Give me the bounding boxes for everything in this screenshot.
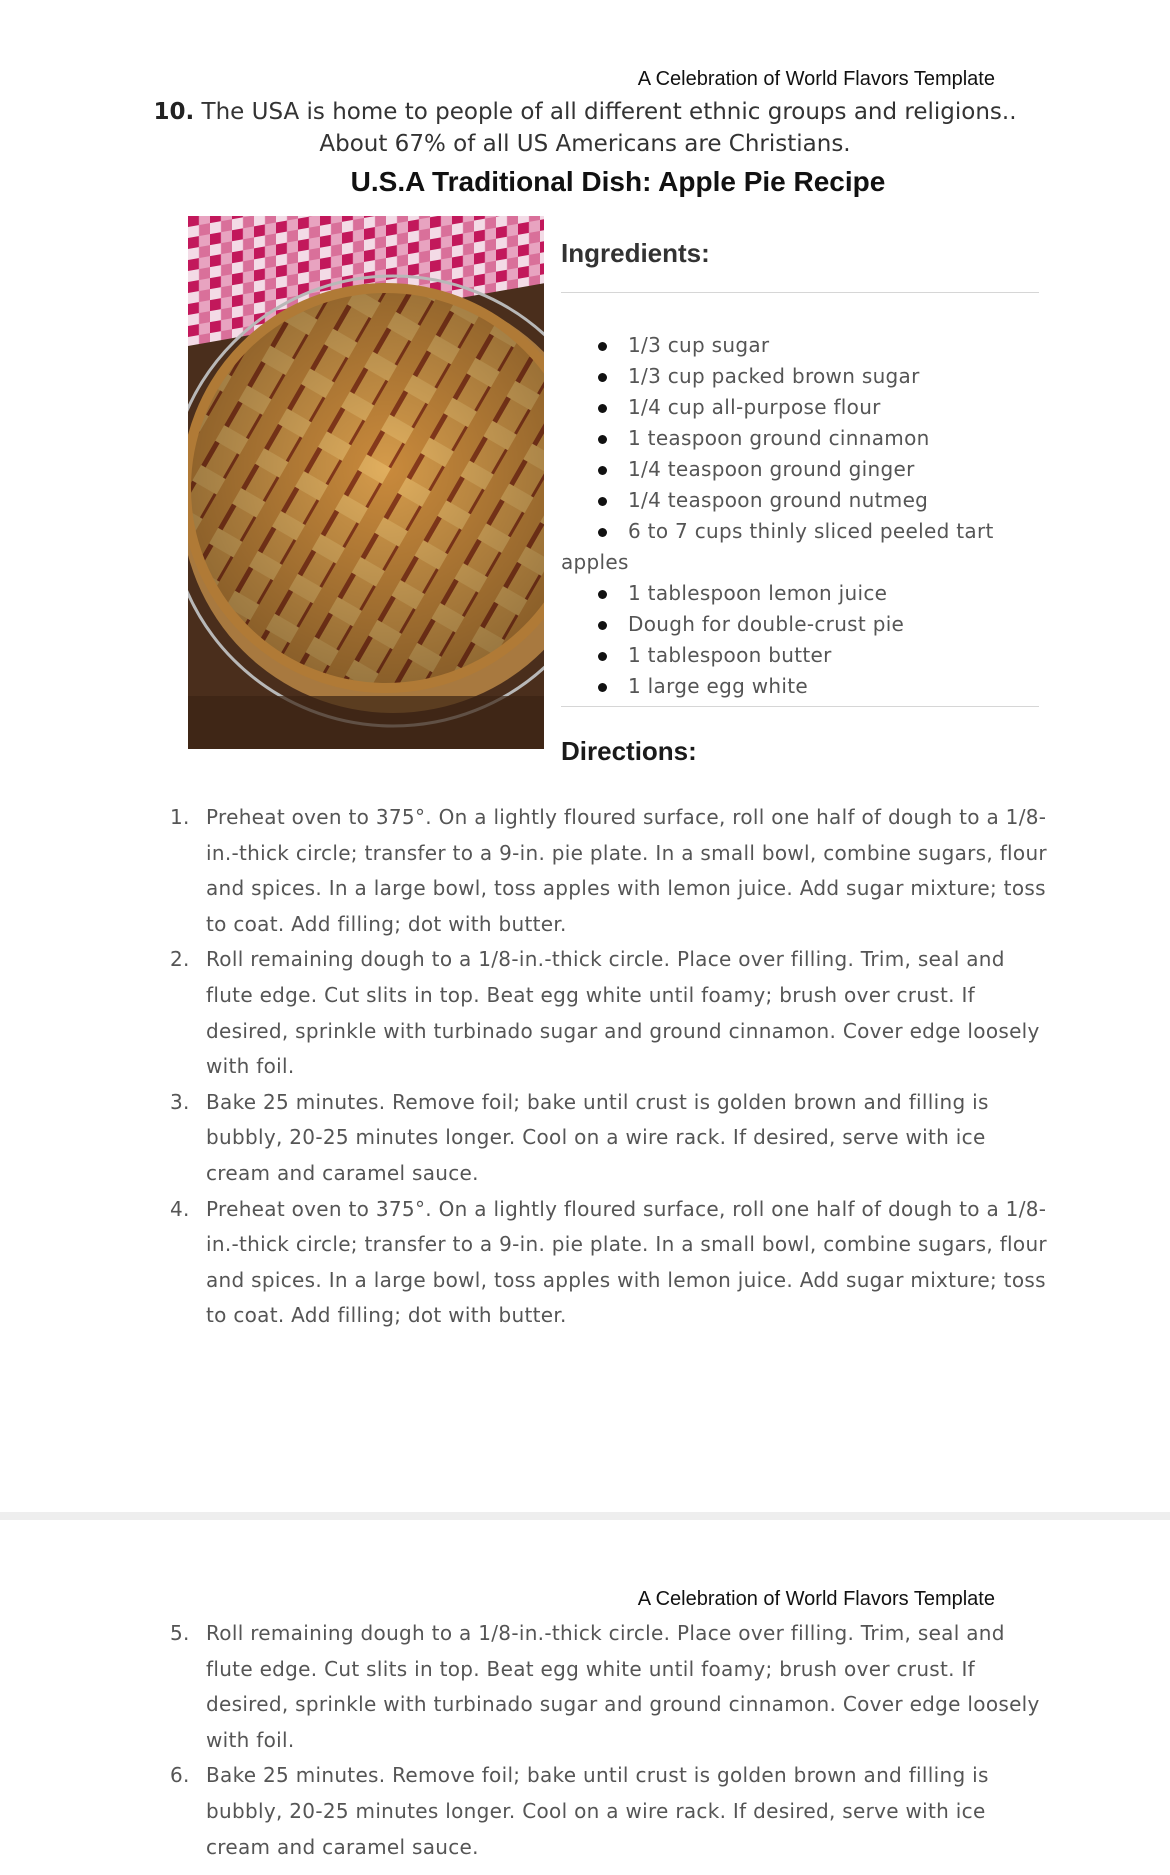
ingredient-item: Dough for double-crust pie — [561, 609, 1041, 640]
apple-pie-photo — [188, 216, 544, 749]
direction-step: 2. Roll remaining dough to a 1/8-in.-thick circle. Place over filling. Trim, seal and flute edge. Cut slits in top. Beat egg white until foamy; brush over crust. If desired, sprinkle with turbinado sugar and ground cinnamon. Cover edge loosely with foil. — [170, 947, 1040, 1079]
direction-step: 4. Preheat oven to 375°. On a lightly floured surface, roll one half of dough to a 1/8-in.-thick circle; transfer to a 9-in. pie plate. In a small bowl, combine sugars, flour and spices. In a large bowl, toss apples with lemon juice. Add sugar mixture; toss to coat. Add filling; dot with butter. — [170, 1196, 1047, 1328]
intro-paragraph — [0, 96, 1170, 160]
directions-list — [170, 800, 1050, 1334]
ingredient-item: 1 teaspoon ground cinnamon — [561, 423, 1041, 454]
template-header: A Celebration of World Flavors Template — [637, 1588, 995, 1610]
direction-step: 3. Bake 25 minutes. Remove foil; bake until crust is golden brown and filling is bubbly, 20-25 minutes longer. Cool on a wire rack. If desired, serve with ice cream and caramel sauce. — [170, 1089, 989, 1185]
bullet-icon — [598, 590, 607, 599]
ingredient-item: 1/3 cup packed brown sugar — [561, 361, 1041, 392]
intro-number: 10. — [153, 99, 195, 125]
bullet-icon — [598, 652, 607, 661]
ingredient-item: 1 tablespoon lemon juice — [561, 578, 1041, 609]
ingredients-list — [561, 330, 1041, 702]
ingredients-bottom-divider — [561, 706, 1039, 707]
dish-title: U.S.A Traditional Dish: Apple Pie Recipe — [350, 166, 886, 197]
page-separator — [0, 1512, 1170, 1520]
ingredients-heading: Ingredients: — [561, 238, 710, 268]
intro-line-1: The USA is home to people of all different ethnic groups and religions.. — [194, 99, 1017, 125]
template-header: A Celebration of World Flavors Template — [637, 68, 995, 90]
bullet-icon — [598, 435, 607, 444]
bullet-icon — [598, 497, 607, 506]
directions-heading: Directions: — [561, 736, 697, 766]
ingredient-item: 1/4 teaspoon ground ginger — [561, 454, 1041, 485]
ingredient-item-continuation: apples — [561, 550, 629, 574]
direction-step: 5. Roll remaining dough to a 1/8-in.-thick circle. Place over filling. Trim, seal and flute edge. Cut slits in top. Beat egg white until foamy; brush over crust. If desired, sprinkle with turbinado sugar and ground cinnamon. Cover edge loosely with foil. — [170, 1621, 1040, 1752]
directions-list-continued — [170, 1616, 1050, 1865]
ingredient-item: 1 tablespoon butter — [561, 640, 1041, 671]
intro-line-2: About 67% of all US Americans are Christians. — [319, 131, 851, 157]
bullet-icon — [598, 621, 607, 630]
ingredient-item: 1/3 cup sugar — [561, 330, 1041, 361]
bullet-icon — [598, 342, 607, 351]
ingredient-item: 1 large egg white — [561, 671, 1041, 702]
bullet-icon — [598, 528, 607, 537]
direction-step: 6. Bake 25 minutes. Remove foil; bake until crust is golden brown and filling is bubbly, 20-25 minutes longer. Cool on a wire rack. If desired, serve with ice cream and caramel sauce. — [170, 1763, 989, 1859]
bullet-icon — [598, 466, 607, 475]
ingredient-item: 6 to 7 cups thinly sliced peeled tart apples — [561, 516, 1041, 578]
ingredient-item: 1/4 teaspoon ground nutmeg — [561, 485, 1041, 516]
ingredient-item: 1/4 cup all-purpose flour — [561, 392, 1041, 423]
ingredients-top-divider — [561, 292, 1039, 293]
bullet-icon — [598, 404, 607, 413]
bullet-icon — [598, 683, 607, 692]
direction-step: 1. Preheat oven to 375°. On a lightly floured surface, roll one half of dough to a 1/8-in.-thick circle; transfer to a 9-in. pie plate. In a small bowl, combine sugars, flour and spices. In a large bowl, toss apples with lemon juice. Add sugar mixture; toss to coat. Add filling; dot with butter. — [170, 805, 1047, 936]
bullet-icon — [598, 373, 607, 382]
